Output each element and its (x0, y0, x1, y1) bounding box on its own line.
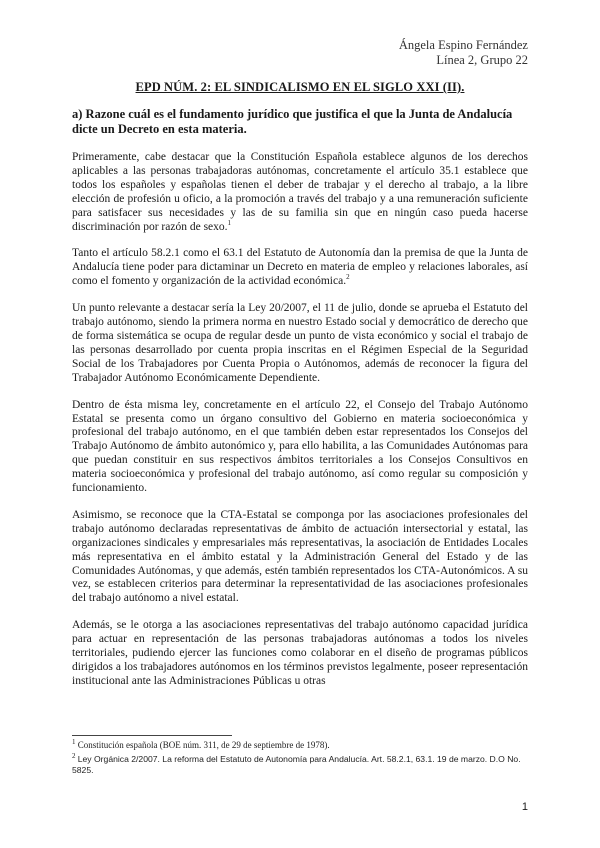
footnote-text: Ley Orgánica 2/2007. La reforma del Estatuto de Autonomía para Andalucía. Art. 58.2.1, 63.1. 19 de marzo. D.O No. 5825. (72, 753, 521, 775)
author-name: Ángela Espino Fernández (398, 38, 528, 52)
paragraph: Dentro de ésta misma ley, concretamente en el artículo 22, el Consejo del Trabajo Autónomo Estatal se presenta como un órgano consultivo del Gobierno en materia socioeconómica y profesional del trabajo autónomo, en el que también deben estar representados los Consejos del Trabajo Autónomo de ámbito autonómico y, para ello habilita, a las Comunidades Autónomas para que puedan constituir en sus respectivos ámbitos territoriales a los Consejos Consultivos en materia socioeconómica y profesional del trabajo autónomo, así como regular su composición y funcionamiento. (72, 398, 528, 495)
paragraph: Primeramente, cabe destacar que la Constitución Española establece algunos de los derechos aplicables a las personas trabajadoras autónomas, concretamente el artículo 35.1 establece que todos los españoles y españolas tienen el deber de trabajar y el derecho al trabajo, a la libre elección de profesión u oficio, a la promoción a través del trabajo y a una remuneración suficiente para satisfacer sus necesidades y las de su familia sin que en ningún caso pueda hacerse discriminación por razón de sexo.$^1$ (72, 151, 528, 233)
group-line: Línea 2, Grupo 22 (436, 53, 528, 67)
paragraph: Asimismo, se reconoce que la CTA-Estatal se componga por las asociaciones profesionales del trabajo autónomo declaradas representativas de ámbito de actuación intersectorial y estatal, las organizaciones sindicales y empresariales más representativas, la asociación de Entidades Locales más representativa en el ámbito estatal y la Administración General del Estado y de las Comunidades Autónomas, y que además, estén también representados los CTA-Autonómicos. A su vez, se establecen criterios para determinar la representatividad de las asociaciones profesionales del trabajo autónomo a nivel estatal. (72, 508, 528, 605)
footnote-ref[interactable]: 2 (346, 273, 350, 282)
page-number: 1 (521, 801, 528, 813)
footnote-ref[interactable]: 1 (227, 218, 232, 227)
footnote (72, 740, 528, 752)
footnotes (72, 740, 528, 779)
footnote (72, 751, 528, 777)
paragraph: Tanto el artículo 58.2.1 como el 63.1 del Estatuto de Autonomía dan la premisa de que la Junta de Andalucía tiene poder para dictaminar un Decreto en materia de empleo y relaciones laborales, así como el fomento y organización de la actividad económica.$^2$ (72, 247, 528, 288)
page-header (399, 38, 528, 68)
footnote-text: Constitución española (BOE núm. 311, de 29 de septiembre de 1978). (77, 740, 330, 750)
question-heading: a) Razone cuál es el fundamento jurídico que justifica el que la Junta de Andalucía dicte un Decreto en esta materia. (72, 107, 513, 136)
footnote-number: 2 (72, 751, 76, 760)
document-title: EPD NÚM. 2: EL SINDICALISMO EN EL SIGLO XXI (II). (135, 80, 465, 94)
footnote-number: 1 (72, 738, 76, 746)
paragraph: Además, se le otorga a las asociaciones representativas del trabajo autónomo capacidad jurídica para actuar en representación de las personas trabajadoras autónomas a todos los niveles territoriales, pudiendo ejercer las funciones como colaborar en el diseño de programas públicos dirigidos a los trabajadores autónomos en los términos previstos legalmente, poseer representación institucional ante las Administraciones Públicas u otras (72, 619, 528, 687)
paragraph: Un punto relevante a destacar sería la Ley 20/2007, el 11 de julio, donde se aprueba el Estatuto del trabajo autónomo, siendo la primera norma en nuestro Estado social y democrático de derecho que de forma sistemática se ocupa de regular desde un punto de vista económico y social el trabajo de las personas desarrollado por cuenta propia inscritas en el Régimen Especial de la Seguridad Social de los Trabajadores por Cuenta Propia o Autónomos, además de reconocer la figura del Trabajador Autónomo Económicamente Dependiente. (72, 302, 528, 384)
body-text (72, 151, 528, 689)
footnote-separator (72, 735, 232, 736)
